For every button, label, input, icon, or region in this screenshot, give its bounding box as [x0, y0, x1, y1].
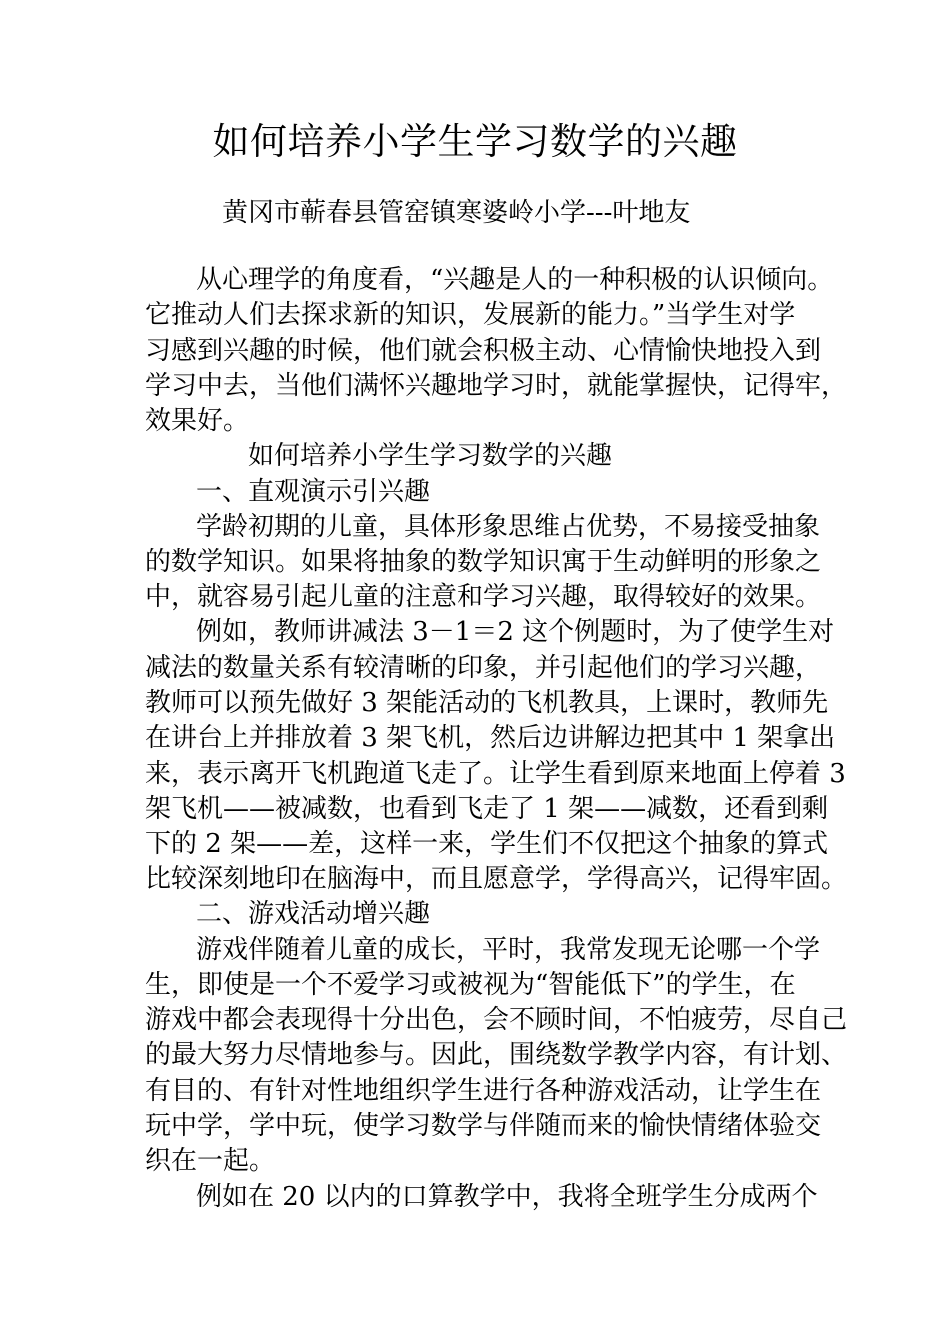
paragraph-line: 的数学知识。如果将抽象的数学知识寓于生动鲜明的形象之 [145, 547, 822, 577]
paragraph-line: 在讲台上并排放着 3 架飞机，然后边讲解边把其中 1 架拿出 [145, 723, 836, 753]
document-title: 如何培养小学生学习数学的兴趣 [212, 120, 738, 163]
paragraph-line: 来，表示离开飞机跑道飞走了。让学生看到原来地面上停着 3 [145, 759, 846, 789]
paragraph-line: 比较深刻地印在脑海中，而且愿意学，学得高兴，记得牢固。 [145, 864, 848, 894]
paragraph-line: 架飞机——被减数，也看到飞走了 1 架——减数，还看到剩 [145, 794, 829, 824]
paragraph-line: 减法的数量关系有较清晰的印象，并引起他们的学习兴趣， [145, 653, 822, 683]
paragraph-line: 从心理学的角度看，“兴趣是人的一种积极的认识倾向。 [196, 265, 834, 295]
paragraph-line: 游戏伴随着儿童的成长，平时，我常发现无论哪一个学 [196, 935, 821, 965]
section-heading: 一、直观演示引兴趣 [196, 477, 431, 507]
paragraph-line: 例如在 20 以内的口算教学中，我将全班学生分成两个 [196, 1182, 818, 1212]
paragraph-line: 教师可以预先做好 3 架能活动的飞机教具，上课时，教师先 [145, 688, 829, 718]
paragraph-line: 玩中学，学中玩，使学习数学与伴随而来的愉快情绪体验交 [145, 1111, 822, 1141]
section-heading: 二、游戏活动增兴趣 [196, 899, 431, 929]
paragraph-line: 织在一起。 [145, 1146, 276, 1176]
paragraph-line: 的最大努力尽情地参与。因此，围绕数学教学内容，有计划、 [145, 1040, 848, 1070]
paragraph-line: 效果好。 [145, 406, 250, 436]
paragraph-line: 学习中去，当他们满怀兴趣地学习时，就能掌握快，记得牢， [145, 371, 848, 401]
paragraph-line: 例如，教师讲减法 3－1＝2 这个例题时，为了使学生对 [196, 617, 835, 647]
paragraph-line: 它推动人们去探求新的知识，发展新的能力。”当学生对学 [145, 300, 796, 330]
paragraph-line: 有目的、有针对性地组织学生进行各种游戏活动，让学生在 [145, 1076, 822, 1106]
section-subtitle: 如何培养小学生学习数学的兴趣 [248, 441, 613, 471]
paragraph-line: 游戏中都会表现得十分出色，会不顾时间，不怕疲劳，尽自己 [145, 1005, 848, 1035]
paragraph-line: 中，就容易引起儿童的注意和学习兴趣，取得较好的效果。 [145, 582, 822, 612]
paragraph-line: 学龄初期的儿童，具体形象思维占优势，不易接受抽象 [196, 512, 821, 542]
author-line: 黄冈市蕲春县管窑镇寒婆岭小学---叶地友 [222, 198, 691, 228]
paragraph-line: 生，即使是一个不爱学习或被视为“智能低下”的学生，在 [145, 970, 796, 1000]
paragraph-line: 习感到兴趣的时候，他们就会积极主动、心情愉快地投入到 [145, 336, 822, 366]
paragraph-line: 下的 2 架——差，这样一来，学生们不仅把这个抽象的算式 [145, 829, 829, 859]
